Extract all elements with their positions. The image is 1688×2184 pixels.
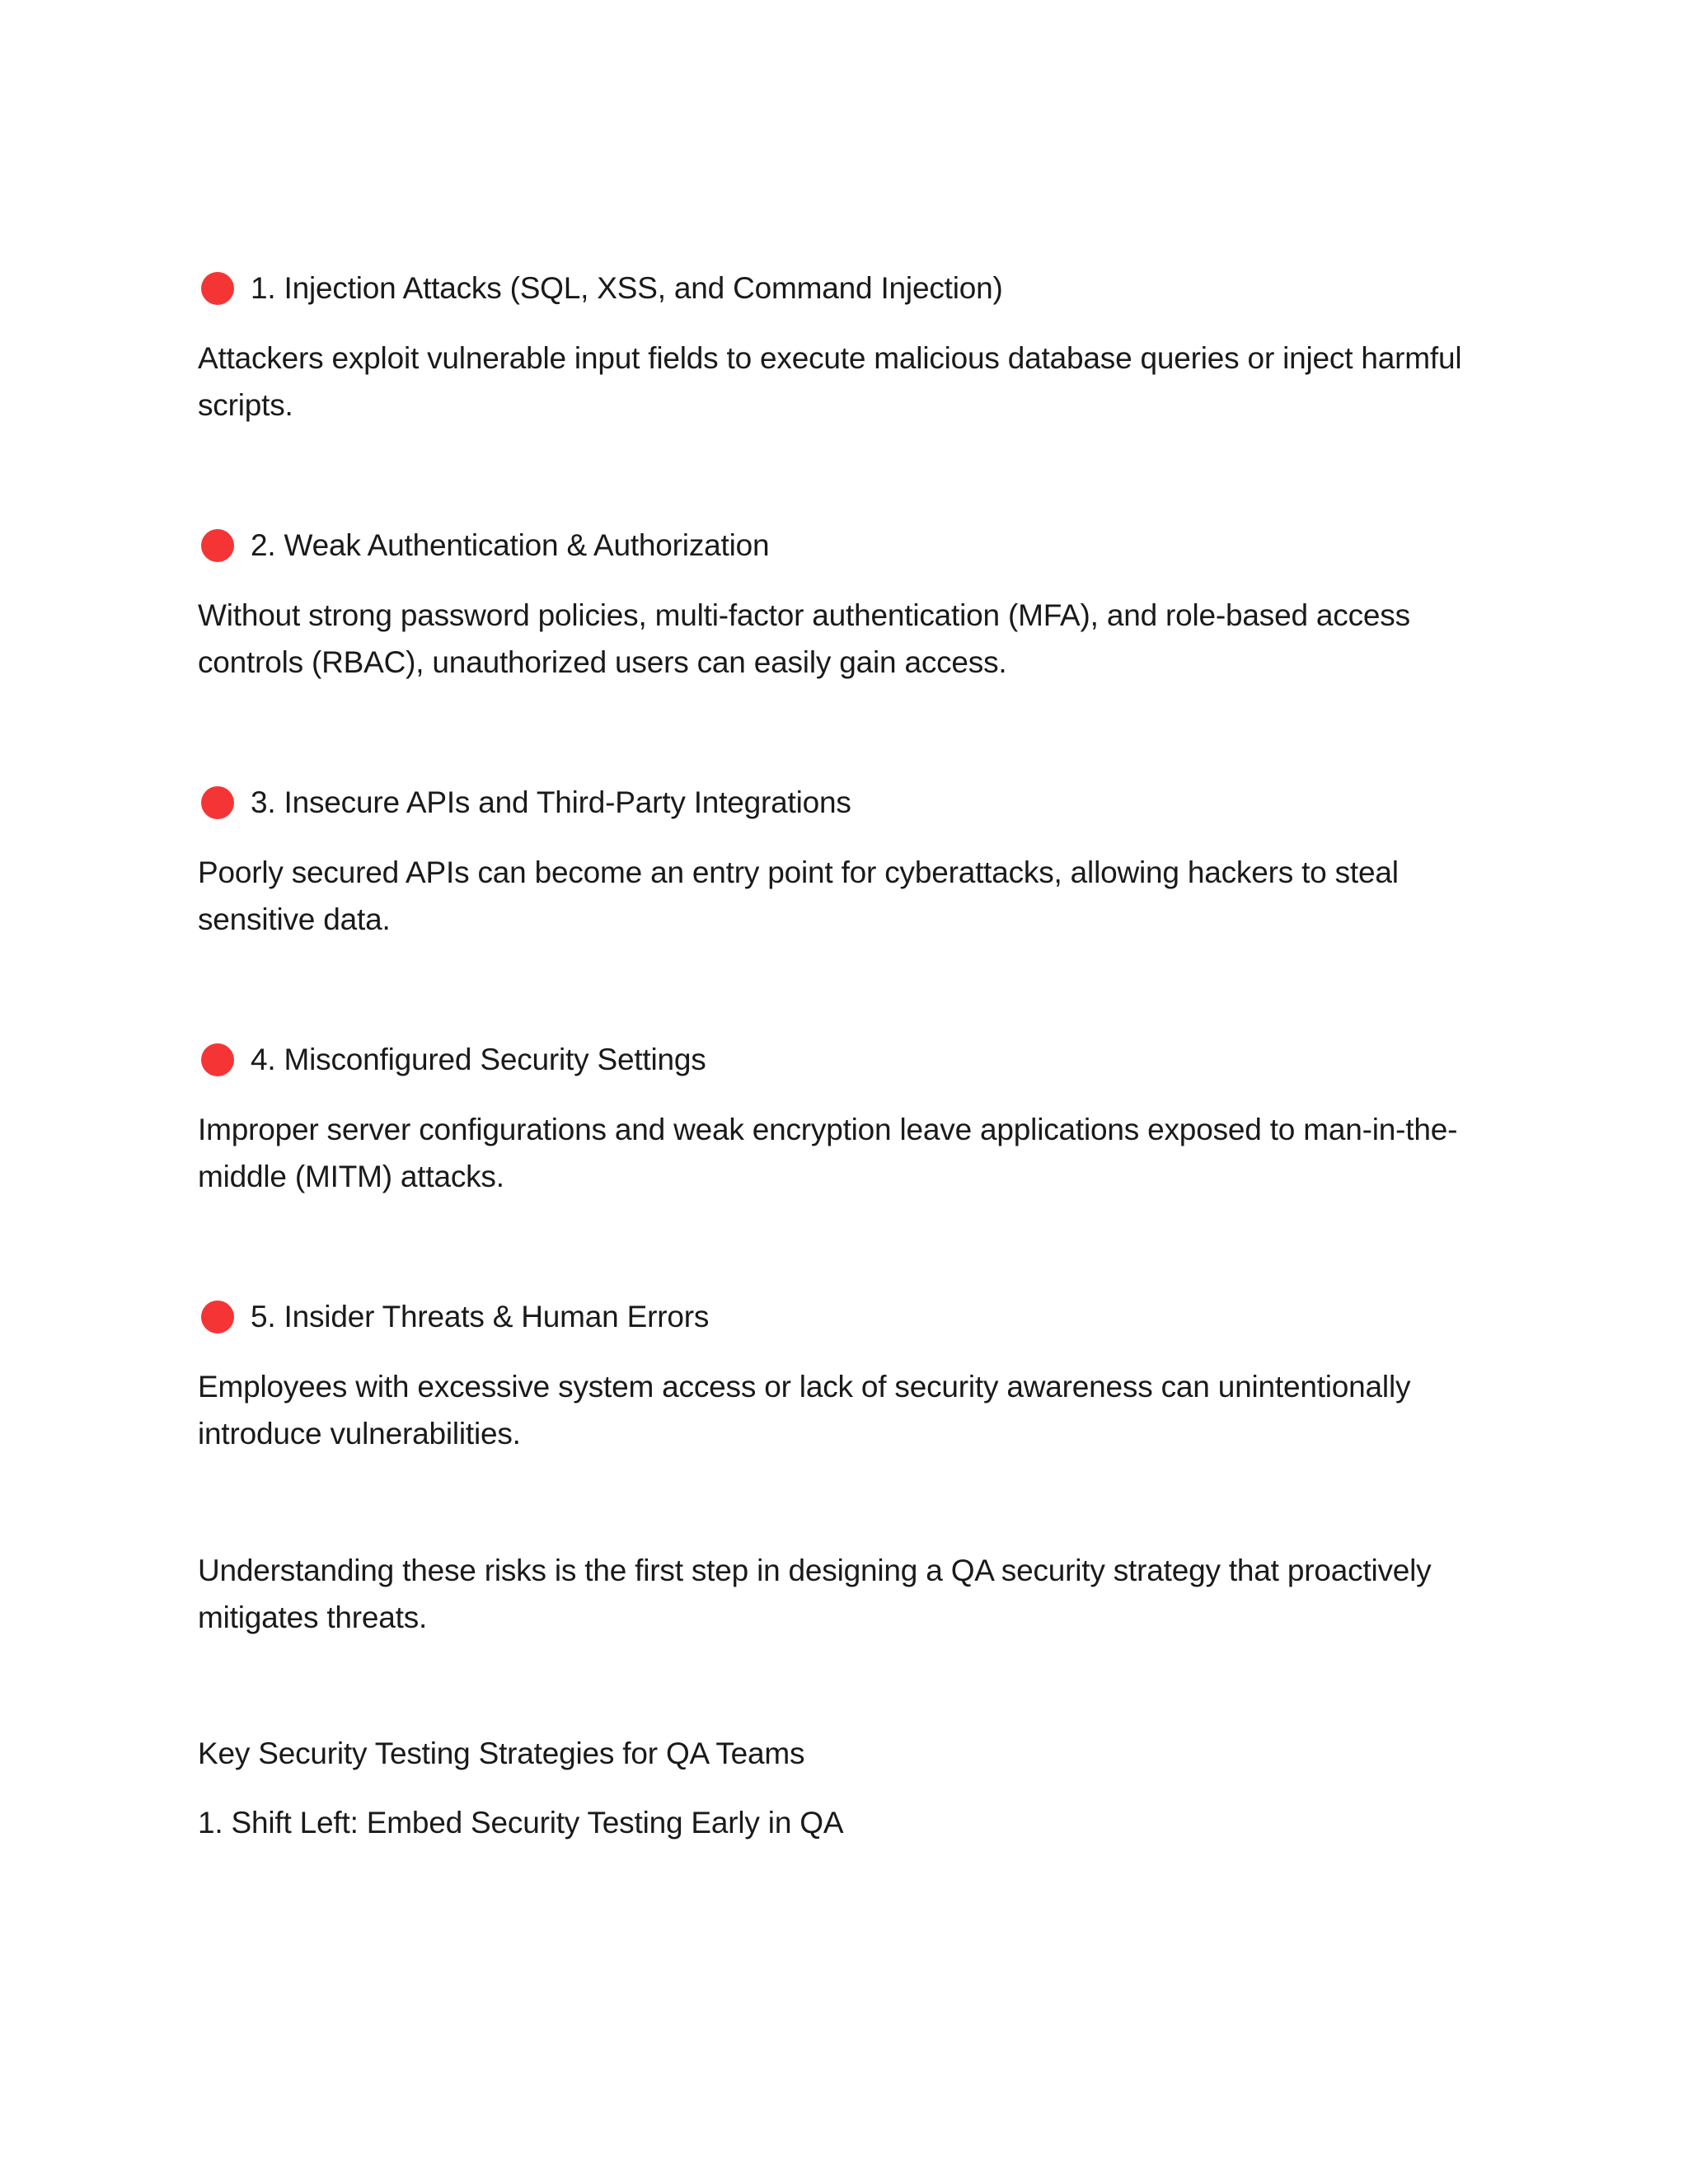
risk-description-4: Improper server configurations and weak encryption leave applications exposed to man-in-the-middle (MITM) attacks.	[198, 1113, 1458, 1193]
summary-paragraph: Understanding these risks is the first step in designing a QA security strategy that proactively mitigates threats.	[198, 1554, 1432, 1634]
risk-description-3: Poorly secured APIs can become an entry point for cyberattacks, allowing hackers to steal sensitive data.	[198, 855, 1399, 936]
risk-title-2: 2. Weak Authentication & Authorization	[251, 528, 770, 562]
section-heading: Key Security Testing Strategies for QA Teams	[198, 1736, 805, 1770]
risk-description-2: Without strong password policies, multi-factor authentication (MFA), and role-based access controls (RBAC), unauthorized users can easily gain access.	[198, 598, 1410, 679]
red-circle-icon	[201, 1301, 234, 1333]
risk-title-4: 4. Misconfigured Security Settings	[251, 1043, 706, 1076]
strategy-item-1: 1. Shift Left: Embed Security Testing Early in QA	[198, 1806, 844, 1840]
red-circle-icon	[201, 272, 234, 305]
risk-heading-4	[201, 1039, 706, 1080]
red-circle-icon	[201, 786, 234, 819]
risk-heading-3	[201, 782, 851, 823]
red-circle-icon	[201, 529, 234, 562]
risk-description-5: Employees with excessive system access or lack of security awareness can unintentionally introduce vulnerabilities.	[198, 1370, 1411, 1451]
risk-heading-5	[201, 1296, 709, 1338]
risk-heading-1	[201, 268, 1003, 309]
risk-title-1: 1. Injection Attacks (SQL, XSS, and Command Injection)	[251, 271, 1003, 305]
red-circle-icon	[201, 1043, 234, 1076]
risk-heading-2	[201, 525, 769, 566]
risk-title-3: 3. Insecure APIs and Third-Party Integrations	[251, 785, 851, 819]
risk-title-5: 5. Insider Threats & Human Errors	[251, 1300, 710, 1333]
risk-description-1: Attackers exploit vulnerable input fields to execute malicious database queries or inject harmful scripts.	[198, 341, 1462, 422]
